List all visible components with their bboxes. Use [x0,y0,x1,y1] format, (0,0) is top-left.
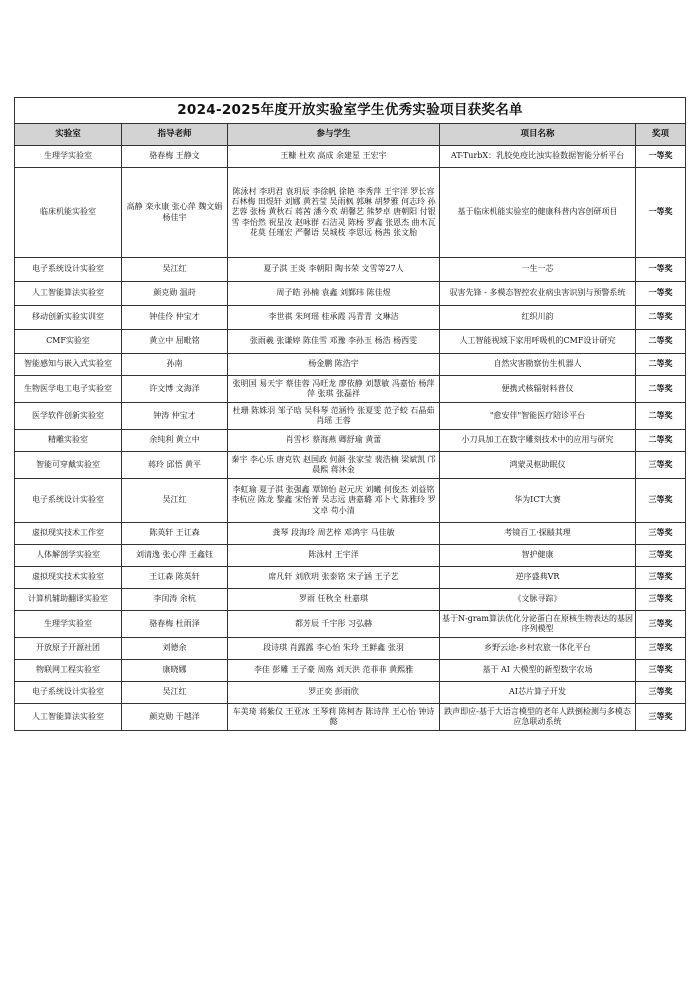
project-cell: 鸿蒙灵枢助眠仪 [440,452,636,479]
table-row [15,403,686,430]
teachers-cell: 骆春梅 王静文 [122,146,228,168]
teachers-cell: 许文博 文海洋 [122,376,228,403]
project-cell: 跌声即应-基于大语言模型的老年人跌倒检测与多模态应急联动系统 [440,704,636,731]
project-cell: 人工智能视域下家用呼吸机的CMF设计研究 [440,330,636,354]
lab-cell: 生理学实验室 [15,146,122,168]
award-cell: 一等奖 [636,146,686,168]
students-cell: 罗正奕 彭雨欣 [228,682,440,704]
header-teachers: 指导老师 [122,124,228,146]
header-lab: 实验室 [15,124,122,146]
header-row [15,124,686,146]
lab-cell: 生理学实验室 [15,611,122,638]
award-sheet [14,97,685,731]
teachers-cell: 刘清逸 张心萍 王鑫钰 [122,545,228,567]
teachers-cell: 钟涛 仲宝才 [122,403,228,430]
table-row [15,306,686,330]
header-award: 奖项 [636,124,686,146]
students-cell: 段诗琪 肖露露 李心怡 朱玲 王鲜鑫 张羽 [228,638,440,660]
students-cell: 陈泳村 李玥君 袁玥辰 李徐帆 徐艳 李秀萍 王宇洋 罗长容 石林梅 田煜轩 刘娜 黄若莹 吴雨枫 郭琳 胡梦雅 何志玲 孙艺蓉 张杨 黄秋石 蒋茜 潘今欢 胡馨艺 熊梦卓 唐朝阳 付银雪 李怡然 祝星汝 赵咏群 石洁灵 陈杨 罗鑫 张恩杰 曲木瓦花莫 任瑾宏 严馨语 吴城枝 李思远 杨茜 张文胎 [228,168,440,258]
project-cell: 基于 AI 大模型的新型数字农场 [440,660,636,682]
table-row [15,430,686,452]
award-cell: 三等奖 [636,452,686,479]
lab-cell: 电子系统设计实验室 [15,258,122,282]
lab-cell: 开放原子开源社团 [15,638,122,660]
teachers-cell: 吴江红 [122,258,228,282]
students-cell: 李虹瑜 夏子淇 张强鑫 覃锦怡 赵元庆 刘曦 何俊杰 刘益铭 李杭应 陈龙 黎鑫 宋怡菁 吴志远 唐嘉璐 邓卜弋 陈雅玲 罗文卓 苟小清 [228,479,440,523]
lab-cell: 精雕实验室 [15,430,122,452]
lab-cell: 人体解剖学实验室 [15,545,122,567]
award-cell: 三等奖 [636,682,686,704]
lab-cell: 人工智能算法实验室 [15,282,122,306]
students-cell: 王糠 杜欢 高成 余建星 王宏宇 [228,146,440,168]
project-cell: 智护健康 [440,545,636,567]
project-cell: 红织川韵 [440,306,636,330]
project-cell: AI芯片算子开发 [440,682,636,704]
award-cell: 二等奖 [636,354,686,376]
teachers-cell: 李闰涛 余杭 [122,589,228,611]
students-cell: 龚琴 段海玲 周艺梓 邓鸿宇 马佳敏 [228,523,440,545]
award-cell: 二等奖 [636,376,686,403]
project-cell: 华为ICT大赛 [440,479,636,523]
award-cell: 三等奖 [636,638,686,660]
award-cell: 三等奖 [636,611,686,638]
header-students: 参与学生 [228,124,440,146]
teachers-cell: 黄立中 屈毗铭 [122,330,228,354]
teachers-cell: 颜克勋 于越洋 [122,704,228,731]
table-row [15,479,686,523]
students-cell: 夏子淇 王炎 李朝阳 陶书荣 文雪等27人 [228,258,440,282]
lab-cell: 医学软件创新实验室 [15,403,122,430]
students-cell: 李世祺 朱珂瑶 桂承霞 冯青青 文琳洁 [228,306,440,330]
award-cell: 三等奖 [636,479,686,523]
teachers-cell: 吴江红 [122,479,228,523]
students-cell: 李佳 彭雕 王子豪 周殇 刘天洪 范菲菲 黄熙雅 [228,660,440,682]
teachers-cell: 康晓娜 [122,660,228,682]
award-cell: 三等奖 [636,523,686,545]
teachers-cell: 颜克勋 温莳 [122,282,228,306]
table-row [15,146,686,168]
award-cell: 三等奖 [636,567,686,589]
lab-cell: 电子系统设计实验室 [15,682,122,704]
teachers-cell: 孙南 [122,354,228,376]
title-row [15,98,686,124]
award-cell: 二等奖 [636,403,686,430]
project-cell: "愈安伴"智能医疗陪诊平台 [440,403,636,430]
table-row [15,452,686,479]
page-title: 2024-2025年度开放实验室学生优秀实验项目获奖名单 [15,98,686,124]
lab-cell: 虚拟现实技术实验室 [15,567,122,589]
project-cell: 一生一芯 [440,258,636,282]
lab-cell: 临床机能实验室 [15,168,122,258]
award-cell: 三等奖 [636,545,686,567]
project-cell: 便携式核辐射料普仪 [440,376,636,403]
teachers-cell: 余纯利 黄立中 [122,430,228,452]
award-cell: 一等奖 [636,282,686,306]
table-row [15,258,686,282]
students-cell: 秦宇 李心乐 唐克钦 赵国政 何颜 张家莹 裴浩楠 梁斌凯 邝晨熙 蒋沐金 [228,452,440,479]
project-cell: 基于N-gram算法优化分泌蛋白在原核生物表达的基因序列模型 [440,611,636,638]
teachers-cell: 高静 栾永康 张心萍 魏文娟 杨佳宇 [122,168,228,258]
teachers-cell: 吴江红 [122,682,228,704]
lab-cell: 智能感知与嵌入式实验室 [15,354,122,376]
table-row [15,168,686,258]
award-cell: 二等奖 [636,330,686,354]
project-cell: AT-TurbX：乳胶免疫比浊实验数据智能分析平台 [440,146,636,168]
lab-cell: 虚拟现实技术工作室 [15,523,122,545]
lab-cell: 移动创新实验实训室 [15,306,122,330]
lab-cell: 人工智能算法实验室 [15,704,122,731]
project-cell: 小刀具加工在数字雕刻技术中的应用与研究 [440,430,636,452]
table-row [15,330,686,354]
lab-cell: 智能可穿戴实验室 [15,452,122,479]
teachers-cell: 王讧森 陈英轩 [122,567,228,589]
project-cell: 考镜百工·探赜其理 [440,523,636,545]
award-cell: 三等奖 [636,660,686,682]
teachers-cell: 蒋玲 邱悟 黄平 [122,452,228,479]
award-cell: 二等奖 [636,430,686,452]
table-row [15,567,686,589]
lab-cell: CMF实验室 [15,330,122,354]
award-cell: 三等奖 [636,704,686,731]
project-cell: 《文脉寻踪》 [440,589,636,611]
table-row [15,589,686,611]
table-row [15,682,686,704]
table-row [15,523,686,545]
table-row [15,660,686,682]
table-row [15,704,686,731]
table-row [15,638,686,660]
students-cell: 车美琦 蒋紫仪 王亚冰 王琴莉 陈柯杏 陈诗萍 王心怡 钟诗懿 [228,704,440,731]
students-cell: 杜珊 陈姝羽 邹子晗 吴科琴 范涵怜 张夏雯 范子蛟 石晶茹 肖瑶 王蓉 [228,403,440,430]
award-cell: 一等奖 [636,168,686,258]
project-cell: 逆序盛典VR [440,567,636,589]
project-cell: 自然灾害勘察仿生机器人 [440,354,636,376]
students-cell: 肖雪杉 蔡海燕 卿舒瑜 黄蕾 [228,430,440,452]
lab-cell: 生物医学电工电子实验室 [15,376,122,403]
award-cell: 一等奖 [636,258,686,282]
students-cell: 周子皓 孙楠 袁鑫 刘鄞玮 陈佳煜 [228,282,440,306]
students-cell: 罗雨 任秋全 杜嘉琪 [228,589,440,611]
table-row [15,376,686,403]
teachers-cell: 刘德余 [122,638,228,660]
students-cell: 张明国 易天宇 蔡佳蓉 冯旺龙 廖依静 刘慧敏 冯嘉怡 杨萍萍 张琪 张磊祥 [228,376,440,403]
table-row [15,611,686,638]
teachers-cell: 骆春梅 杜雨泽 [122,611,228,638]
lab-cell: 计算机辅助翻译实验室 [15,589,122,611]
award-cell: 三等奖 [636,589,686,611]
project-cell: 乡野云途-乡村农旅一体化平台 [440,638,636,660]
lab-cell: 物联网工程实验室 [15,660,122,682]
project-cell: 基于临床机能实验室的健康科普内容创研项目 [440,168,636,258]
award-cell: 二等奖 [636,306,686,330]
students-cell: 陈泳村 王宇洋 [228,545,440,567]
students-cell: 席凡轩 刘欣玥 张泰铭 宋子涵 王子艺 [228,567,440,589]
teachers-cell: 陈英轩 王讧森 [122,523,228,545]
header-project: 项目名称 [440,124,636,146]
students-cell: 杨金鹏 陈浩宇 [228,354,440,376]
students-cell: 张雨羲 张谦婷 陈佳雪 邓豫 李孙玉 杨浩 杨西雯 [228,330,440,354]
teachers-cell: 钟佳伶 仲宝才 [122,306,228,330]
table-row [15,282,686,306]
award-table [14,97,686,731]
table-row [15,545,686,567]
project-cell: 驭害先锋 - 多模态智控农业病虫害识别与预警系统 [440,282,636,306]
lab-cell: 电子系统设计实验室 [15,479,122,523]
table-row [15,354,686,376]
students-cell: 都芳辰 千宇彤 习弘赫 [228,611,440,638]
